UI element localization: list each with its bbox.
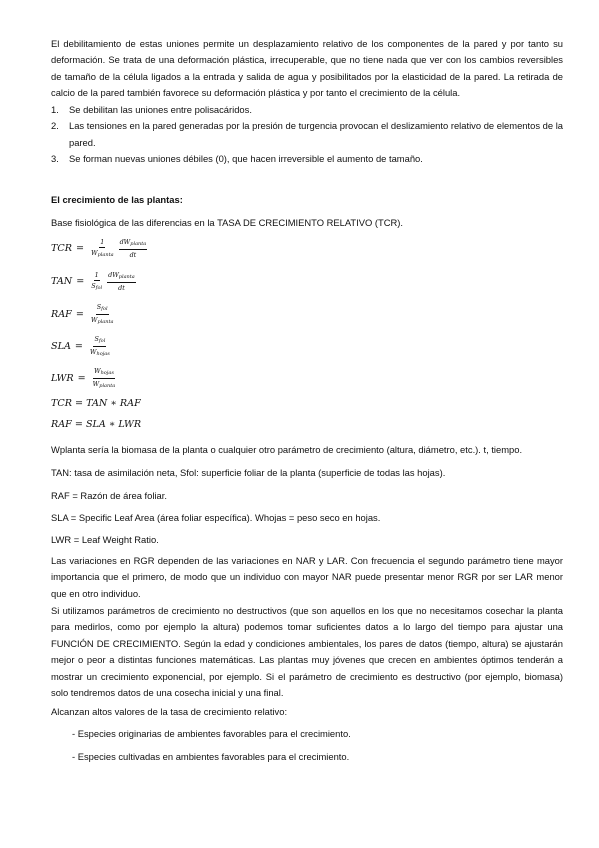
symbol: W	[89, 348, 97, 356]
fraction	[90, 271, 103, 292]
symbol: S	[96, 303, 102, 311]
list-item	[51, 151, 563, 167]
fraction-denominator	[92, 379, 117, 390]
formula-lwr	[51, 367, 118, 390]
parameters-paragraph: Si utilizamos parámetros de crecimiento no destructivos (que son aquellos en los que no necesitamos cosechar la planta para medirlos, como por ejemplo la altura) podemos tomar suficientes datos a lo largo del tiempo para ajustar una FUNCIÓN DE CRECIMIENTO. Según la edad y condiciones ambientales, los pares de datos (tiempo, altura) se ajustarán mejor o peor a distintas funciones matemáticas. Las plantas muy jóvenes que crecen en ambientes óptimos tenderán a mostrar un crecimiento exponencial, por ejemplo. Si el parámetro de crecimiento es destructivo (por ejemplo, biomasa) solo tendremos datos de una cosecha inicial y una final.	[51, 605, 563, 699]
fraction	[107, 271, 136, 292]
bullet-list	[72, 727, 351, 772]
fraction-denominator	[90, 281, 103, 292]
fraction	[119, 238, 148, 259]
symbol: S	[91, 282, 96, 290]
fraction-numerator: 1	[100, 238, 105, 246]
formula-lhs: TAN	[51, 276, 73, 287]
formula-lhs: TCR	[51, 243, 72, 254]
formula-equals: =	[75, 309, 84, 320]
list-number: 2.	[51, 120, 59, 132]
subscript: fol	[101, 306, 108, 312]
subscript: fol	[95, 285, 103, 291]
subscript: planta	[97, 319, 114, 325]
definition-lwr: LWR = Leaf Weight Ratio.	[51, 534, 159, 545]
symbol: S	[94, 335, 99, 343]
list-text: Se forman nuevas uniones débiles (0), que hacen irreversible el aumento de tamaño.	[69, 153, 423, 165]
section-heading: El crecimiento de las plantas:	[51, 194, 183, 205]
formula-sla	[51, 335, 113, 358]
list-item: - Especies originarias de ambientes favorables para el crecimiento.	[72, 728, 351, 739]
list-item	[51, 102, 563, 118]
subscript: hojas	[96, 351, 110, 357]
fraction-denominator: dt	[129, 251, 137, 259]
formula-lhs: LWR	[51, 373, 74, 384]
fraction-numerator	[96, 303, 109, 315]
fraction	[92, 367, 117, 390]
list-number: 1.	[51, 104, 59, 115]
steps-list	[51, 102, 563, 168]
formula-equals: =	[77, 373, 86, 384]
list-text: Se debilitan las uniones entre polisacáridos.	[69, 104, 252, 115]
formula-lhs: SLA	[51, 341, 71, 352]
subscript: planta	[130, 241, 147, 247]
fraction-numerator: 1	[94, 271, 99, 279]
fraction-numerator	[93, 335, 106, 347]
symbol: W	[91, 249, 98, 257]
formula-tcr-product: TCR = TAN ∗ RAF	[51, 398, 141, 409]
formula-equals: =	[75, 243, 85, 254]
symbol: W	[92, 380, 100, 388]
list-item	[51, 118, 563, 151]
high-values-line: Alcanzan altos valores de la tasa de crecimiento relativo:	[51, 706, 288, 717]
list-text: Las tensiones en la pared generadas por la presión de turgencia provocan el deslizamiento relativo de elementos de la pared.	[69, 120, 563, 148]
subscript: planta	[97, 252, 114, 258]
fraction-numerator	[119, 238, 148, 250]
formula-raf-product: RAF = SLA ∗ LWR	[51, 419, 142, 430]
formula-tcr	[51, 238, 149, 259]
definition-wplanta: Wplanta sería la biomasa de la planta o cualquier otro parámetro de crecimiento (altura, diámetro, etc.). t, tiempo.	[51, 444, 523, 455]
fraction	[90, 303, 115, 326]
list-item: - Especies cultivadas en ambientes favorables para el crecimiento.	[72, 750, 350, 762]
formula-lhs: RAF	[51, 309, 72, 320]
variations-paragraph: Las variaciones en RGR dependen de las variaciones en NAR y LAR. Con frecuencia el segundo parámetro tiene mayor importancia que el primero, de modo que un individuo con mayor NAR puede presentar menor RGR por ser LAR menor que en otro individuo.	[51, 555, 563, 599]
subscript: fol	[98, 338, 106, 344]
formula-raf	[51, 303, 116, 326]
base-line: Base fisiológica de las diferencias en la TASA DE CRECIMIENTO RELATIVO (TCR).	[51, 217, 404, 228]
symbol: dW	[108, 271, 119, 279]
subscript: planta	[118, 274, 135, 280]
formula-equals: =	[76, 276, 85, 287]
fraction	[90, 238, 115, 259]
subscript: hojas	[100, 370, 114, 376]
list-number: 3.	[51, 153, 59, 165]
fraction-numerator	[93, 367, 115, 379]
fraction-denominator	[90, 315, 115, 326]
fraction	[89, 335, 111, 358]
definition-sla: SLA = Specific Leaf Area (área foliar específica). Whojas = peso seco en hojas.	[51, 512, 381, 523]
subscript: planta	[99, 383, 116, 389]
symbol: W	[90, 316, 98, 324]
formula-tan	[51, 271, 138, 292]
symbol: W	[94, 367, 101, 375]
formula-equals: =	[74, 341, 83, 352]
fraction-denominator	[90, 248, 115, 259]
fraction-numerator	[107, 271, 136, 283]
definition-raf: RAF = Razón de área foliar.	[51, 490, 167, 501]
fraction-denominator: dt	[118, 284, 125, 292]
definition-tan: TAN: tasa de asimilación neta, Sfol: superficie foliar de la planta (superficie de todas las hojas).	[51, 467, 446, 478]
symbol: dW	[119, 238, 131, 246]
intro-paragraph: El debilitamiento de estas uniones permite un desplazamiento relativo de los componentes de la pared y por tanto su deformación. Se trata de una deformación plástica, irrecuperable, que no tiene nada que ver con los cambios reversibles de tamaño de la célula ligados a la entrada y salida de agua y posibilitados por la elasticidad de la pared. La retirada de calcio de la pared también favorece su deformación plástica y por tanto el crecimiento de la célula.	[51, 38, 563, 99]
fraction-denominator	[89, 347, 111, 358]
